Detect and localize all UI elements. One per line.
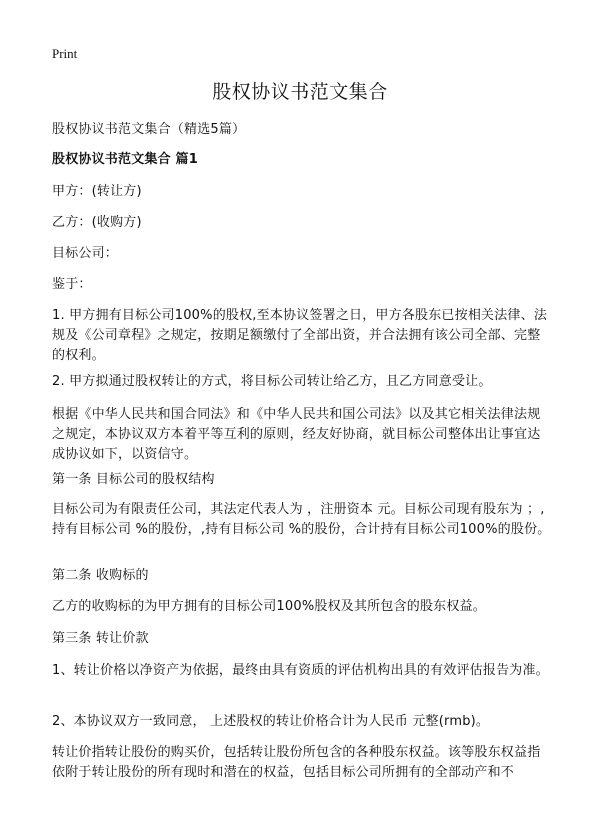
section-heading: 股权协议书范文集合 篇1 — [52, 152, 198, 167]
article-3-item-2: 2、本协议双方一致同意， 上述股权的转让价格合计为人民币 元整(rmb)。 — [52, 714, 490, 729]
document-title: 股权协议书范文集合 — [212, 81, 388, 103]
party-b-line: 乙方：(收购方) — [52, 215, 142, 230]
whereas-line: 鉴于： — [52, 277, 92, 292]
article-1-heading: 第一条 目标公司的股权结构 — [52, 472, 215, 487]
article-2-paragraph: 乙方的收购标的为甲方拥有的目标公司100%股权及其所包含的股东权益。 — [52, 599, 486, 614]
article-2-heading: 第二条 收购标的 — [52, 568, 149, 583]
article-3-item-1: 1、转让价格以净资产为依据，最终由具有资质的评估机构出具的有效评估报告为准。 — [52, 663, 549, 678]
transfer-price-definition: 转让价指转让股份的购买价，包括转让股份所包含的各种股东权益。该等股东权益指依附于转让股份的所有现时和潜在的权益，包括目标公司所拥有的全部动产和不 — [52, 745, 541, 780]
recital-2: 2. 甲方拟通过股权转让的方式，将目标公司转让给乙方，且乙方同意受让。 — [52, 374, 492, 389]
legal-basis-paragraph: 根据《中华人民共和国合同法》和《中华人民共和国公司法》以及其它相关法律法规之规定，本协议双方本着平等互利的原则，经友好协商，就目标公司整体出让事宜达成协议如下，以资信守。 — [52, 407, 541, 462]
document-subtitle: 股权协议书范文集合（精选5篇） — [52, 122, 246, 137]
party-a-line: 甲方：(转让方) — [52, 184, 142, 199]
article-1-paragraph: 目标公司为有限责任公司，其法定代表人为 ，注册资本 元。目标公司现有股东为 ；,持有目标公司 %的股份，,持有目标公司 %的股份，合计持有目标公司100%的股份。 — [52, 502, 551, 537]
print-link[interactable]: Print — [52, 46, 78, 61]
recital-1: 1. 甲方拥有目标公司100%的股权,至本协议签署之日，甲方各股东已按相关法律、法规及《公司章程》之规定，按期足额缴付了全部出资，并合法拥有该公司全部、完整的权利。 — [52, 308, 548, 363]
target-company-line: 目标公司： — [52, 246, 119, 261]
article-3-heading: 第三条 转让价款 — [52, 631, 149, 646]
